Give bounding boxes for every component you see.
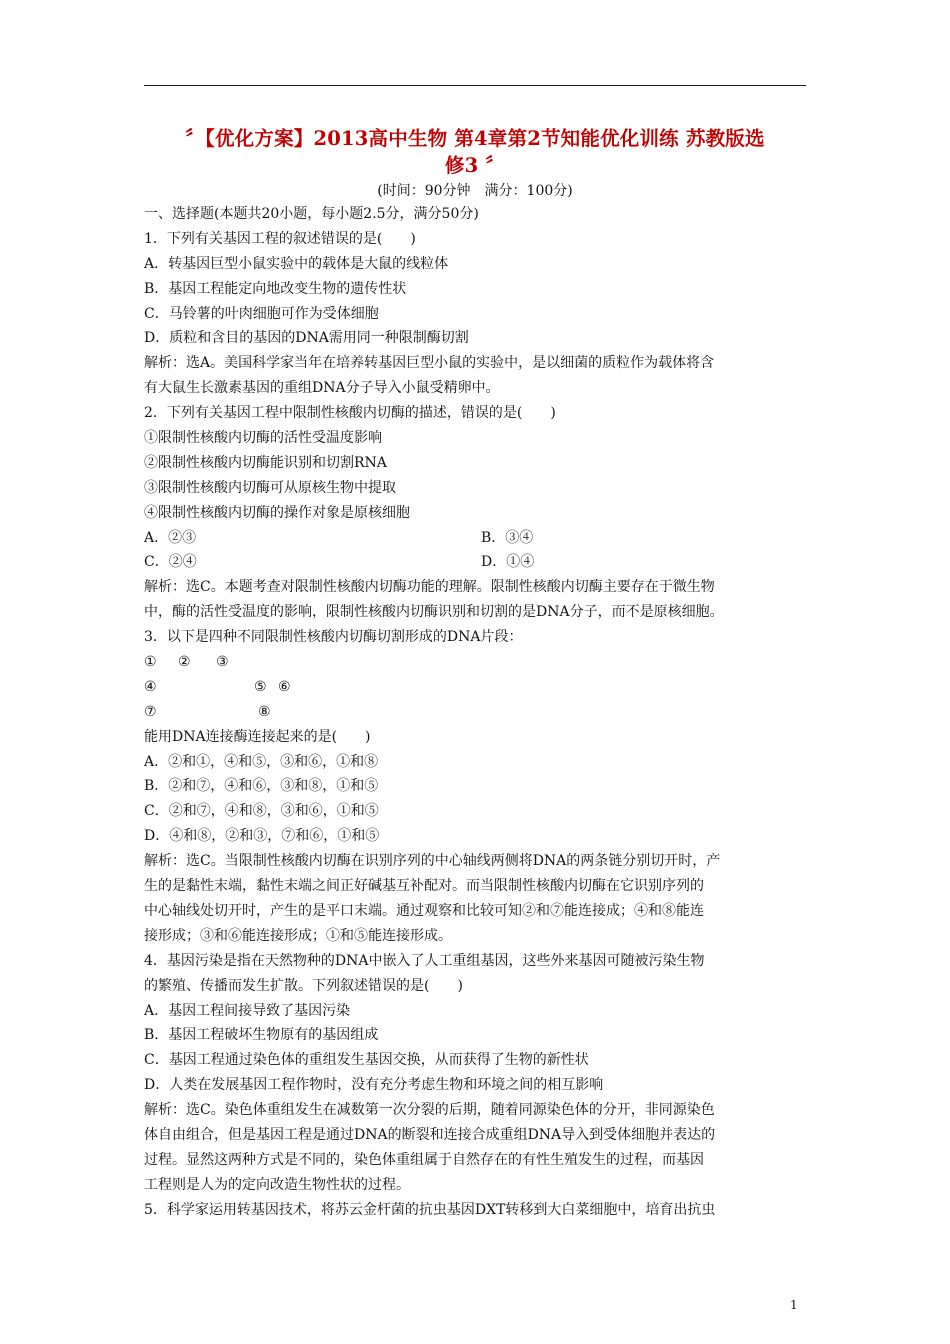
question-1-explanation-cont: 有大鼠生长激素基因的重组DNA分子导入小鼠受精卵中。 [144, 380, 500, 397]
section-heading: 一、选择题(本题共20小题，每小题2.5分，满分50分) [144, 206, 479, 222]
fragment-8-label: ⑧ [258, 703, 271, 720]
question-2-option-b: B．③④ [481, 529, 534, 546]
question-2-statement-4: ④限制性核酸内切酶的操作对象是原核细胞 [144, 504, 410, 521]
question-1-explanation: 解析：选A。美国科学家当年在培养转基因巨型小鼠的实验中，是以细菌的质粒作为载体将含 [144, 355, 715, 372]
question-4-option-b: B．基因工程破坏生物原有的基因组成 [144, 1027, 379, 1044]
question-1-option-c: C．马铃薯的叶肉细胞可作为受体细胞 [144, 305, 379, 322]
document-body [144, 202, 808, 1223]
question-2-statement-3: ③限制性核酸内切酶可从原核生物中提取 [144, 479, 396, 496]
document-title-line2: 修3 〞 [444, 154, 506, 177]
question-4-option-d: D．人类在发展基因工程作物时，没有充分考虑生物和环境之间的相互影响 [144, 1077, 604, 1094]
question-2-options-row2 [144, 550, 808, 575]
question-2-explanation-cont: 中，酶的活性受温度的影响，限制性核酸内切酶识别和切割的是DNA分子，而不是原核细胞。 [144, 604, 724, 621]
question-3-option-d: D．④和⑧，②和③，⑦和⑥，①和⑤ [144, 828, 380, 845]
question-3-ask: 能用DNA连接酶连接起来的是( ) [144, 728, 371, 745]
question-2-option-a: A．②③ [144, 529, 197, 546]
time-score-info: (时间：90分钟 满分：100分) [377, 183, 573, 199]
question-1-option-a: A．转基因巨型小鼠实验中的载体是大鼠的线粒体 [144, 255, 449, 272]
question-3-explanation-cont: 生的是黏性末端，黏性末端之间正好碱基互补配对。而当限制性核酸内切酶在它识别序列的 [144, 878, 704, 895]
question-5-stem: 5．科学家运用转基因技术，将苏云金杆菌的抗虫基因DXT转移到大白菜细胞中，培育出抗虫 [144, 1201, 716, 1218]
document-title-line1: 〞【优化方案】2013高中生物 第4章第2节知能优化训练 苏教版选 [185, 127, 765, 150]
question-4-option-a: A．基因工程间接导致了基因污染 [144, 1002, 351, 1019]
question-2-statement-1: ①限制性核酸内切酶的活性受温度影响 [144, 430, 382, 447]
question-3-explanation-cont: 接形成；③和⑥能连接形成；①和⑤能连接形成。 [144, 927, 452, 944]
question-3-explanation: 解析：选C。当限制性核酸内切酶在识别序列的中心轴线两侧将DNA的两条链分别切开时，产 [144, 853, 721, 870]
question-2-explanation: 解析：选C。本题考查对限制性核酸内切酶功能的理解。限制性核酸内切酶主要存在于微生物 [144, 579, 715, 596]
question-3-stem: 3．以下是四种不同限制性核酸内切酶切割形成的DNA片段： [144, 629, 523, 646]
question-3-fragments-row1 [144, 650, 808, 675]
question-4-stem: 4．基因污染是指在天然物种的DNA中嵌入了人工重组基因，这些外来基因可随被污染生物 [144, 952, 705, 969]
page-number: 1 [790, 1298, 798, 1312]
fragment-4-label: ④ [144, 678, 157, 695]
question-4-stem-cont: 的繁殖、传播而发生扩散。下列叙述错误的是( ) [144, 977, 463, 994]
question-2-options-row1 [144, 526, 808, 551]
question-4-option-c: C．基因工程通过染色体的重组发生基因交换，从而获得了生物的新性状 [144, 1052, 589, 1069]
question-3-fragments-row2 [144, 675, 808, 700]
question-2-statement-2: ②限制性核酸内切酶能识别和切割RNA [144, 454, 387, 471]
question-4-explanation-cont: 体自由组合，但是基因工程是通过DNA的断裂和连接合成重组DNA导入到受体细胞并表达的 [144, 1126, 716, 1143]
question-3-explanation-cont: 中心轴线处切开时，产生的是平口末端。通过观察和比较可知②和⑦能连接成；④和⑧能连 [144, 902, 704, 919]
fragment-1-label: ① [144, 654, 157, 671]
question-4-explanation-cont: 工程则是人为的定向改造生物性状的过程。 [144, 1176, 410, 1193]
question-3-option-c: C．②和⑦，④和⑧，③和⑥，①和⑤ [144, 803, 379, 820]
fragment-6-label: ⑥ [278, 678, 291, 695]
question-1-stem: 1．下列有关基因工程的叙述错误的是( ) [144, 230, 416, 247]
fragment-3-label: ③ [216, 654, 229, 671]
question-2-option-c: C．②④ [144, 554, 197, 571]
header-rule [144, 85, 806, 86]
question-4-explanation: 解析：选C。染色体重组发生在减数第一次分裂的后期，随着同源染色体的分开，非同源染色 [144, 1102, 715, 1119]
question-1-option-d: D．质粒和含目的基因的DNA需用同一种限制酶切割 [144, 330, 469, 347]
question-3-option-b: B．②和⑦，④和⑥，③和⑧，①和⑤ [144, 778, 379, 795]
question-2-stem: 2．下列有关基因工程中限制性核酸内切酶的描述，错误的是( ) [144, 405, 556, 422]
question-3-fragments-row3 [144, 700, 808, 725]
question-1-option-b: B．基因工程能定向地改变生物的遗传性状 [144, 280, 407, 297]
fragment-7-label: ⑦ [144, 703, 157, 720]
question-2-option-d: D．①④ [481, 554, 535, 571]
question-4-explanation-cont: 过程。显然这两种方式是不同的，染色体重组属于自然存在的有性生殖发生的过程，而基因 [144, 1151, 704, 1168]
fragment-2-label: ② [178, 654, 191, 671]
fragment-5-label: ⑤ [254, 678, 267, 695]
question-3-option-a: A．②和①，④和⑤，③和⑥，①和⑧ [144, 753, 379, 770]
